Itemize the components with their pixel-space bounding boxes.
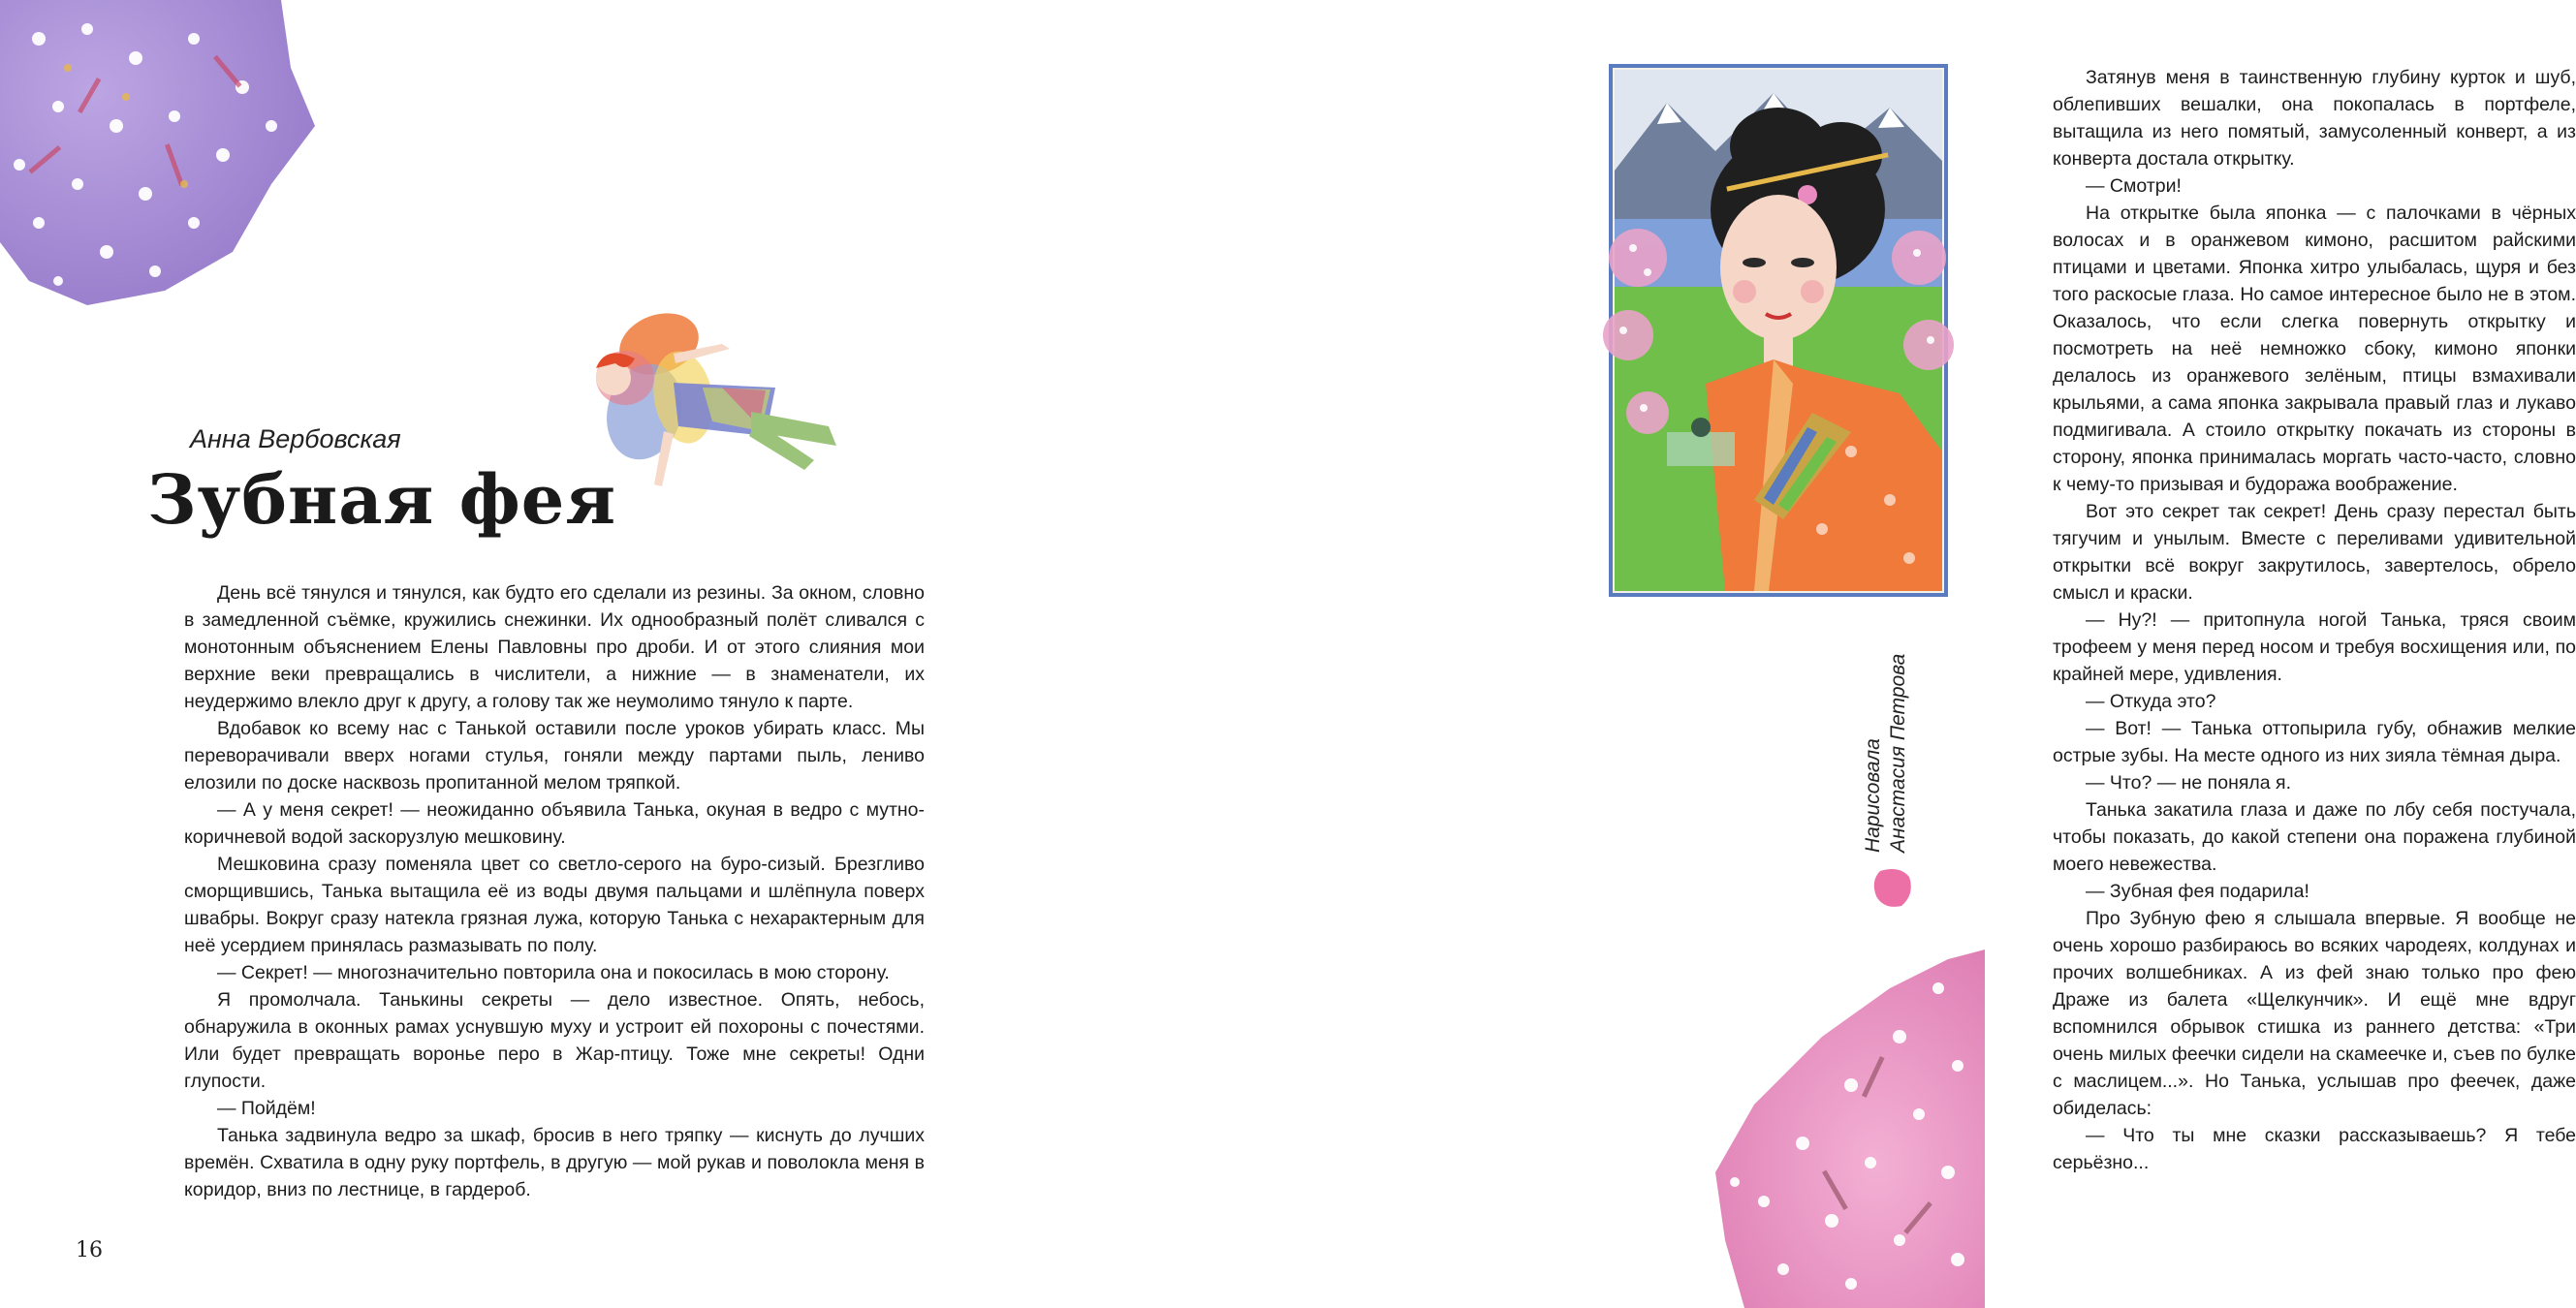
paragraph: — Откуда это? bbox=[2086, 691, 2216, 712]
left-page bbox=[0, 0, 992, 1308]
paragraph: Я промолчала. Танькины секреты — дело известное. Опять, небось, обнаружила в оконных рамах уснувшую муху и устроит ей похороны с почестями. Или будет превращать воронье перо в Жар-птицу. Тоже мне секреты! Одни глупости. bbox=[184, 989, 925, 1092]
paragraph: — Что? — не поняла я. bbox=[2086, 772, 2292, 794]
story-title: Зубная фея bbox=[147, 459, 617, 540]
pink-flowers-illustration bbox=[1706, 950, 1985, 1308]
credit-label: Нарисовала bbox=[1862, 738, 1884, 853]
paragraph: Танька закатила глаза и даже по лбу себя постучала, чтобы показать, до какой степени она поражена глубиной моего невежества. bbox=[2053, 799, 2576, 875]
paragraph: — Что ты мне сказки рассказываешь? Я тебе серьёзно... bbox=[2053, 1125, 2576, 1173]
geisha-illustration bbox=[1609, 64, 1948, 597]
paragraph: Вот это секрет так секрет! День сразу перестал быть тягучим и унылым. Вместе с переливами удивительной открытки всё вокруг закрутилось, завертелось, обрело смысл и краски. bbox=[2053, 501, 2576, 604]
right-text-column bbox=[2053, 64, 2576, 1176]
paragraph: — А у меня секрет! — неожиданно объявила Танька, окуная в ведро с мутно-коричневой водой заскорузлую мешковину. bbox=[184, 799, 925, 848]
paragraph: Мешковина сразу поменяла цвет со светло-серого на буро-сизый. Брезгливо сморщившись, Танька вытащила её из воды двумя пальцами и шлёпнула поверх швабры. Вокруг сразу натекла грязная лужа, которую Танька с нехарактерным для неё усердием принялась размазывать по полу. bbox=[184, 854, 925, 956]
paragraph: — Пойдём! bbox=[217, 1098, 316, 1119]
paragraph: — Смотри! bbox=[2086, 175, 2182, 197]
paragraph: — Ну?! — притопнула ногой Танька, тряся своим трофеем у меня перед носом и требуя восхищения или, по крайней мере, удивления. bbox=[2053, 609, 2576, 685]
paragraph: — Вот! — Танька оттопырила губу, обнажив мелкие острые зубы. На месте одного из них зияла тёмная дыра. bbox=[2053, 718, 2576, 766]
paragraph: — Секрет! — многозначительно повторила она и покосилась в мою сторону. bbox=[217, 962, 890, 983]
lilac-flowers-illustration bbox=[0, 0, 320, 310]
page-number: 16 bbox=[76, 1238, 103, 1262]
credit-artist: Анастасия Петрова bbox=[1887, 653, 1909, 853]
paragraph: Танька задвинула ведро за шкаф, бросив в него тряпку — киснуть до лучших времён. Схватила в одну руку портфель, в другую — мой рукав и поволокла меня в коридор, вниз по лестнице, в гардероб. bbox=[184, 1125, 925, 1200]
paragraph: Вдобавок ко всему нас с Танькой оставили после уроков убирать класс. Мы переворачивали вверх ногами стулья, гоняли между партами пыль, лениво елозили по доске насквозь пропитанной мелом тряпкой. bbox=[184, 718, 925, 794]
paragraph: На открытке была японка — с палочками в чёрных волосах и в оранжевом кимоно, расшитом райскими птицами и цветами. Японка хитро улыбалась, щуря и без того раскосые глаза. Но самое интересное было не в этом. Оказалось, что если слегка повернуть открытку и посмотреть на неё немножко сбоку, кимоно японки делалось из оранжевого зелёным, птицы взмахивали крыльями, а сама японка закрывала правый глаз и лукаво подмигивала. А стоило открытку покачать из стороны в сторону, японка принималась моргать часто-часто, словно к чему-то призывая и будоража воображение. bbox=[2053, 202, 2576, 495]
paragraph: Про Зубную фею я слышала впервые. Я вообще не очень хорошо разбираюсь во всяких чародеях, колдунах и прочих волшебниках. А из фей знаю только про фею Драже из балета «Щелкунчик». И ещё мне вдруг вспомнился обрывок стишка из раннего детства: «Три очень милых феечки сидели на скамеечке и, съев по булке с маслицем...». Но Танька, услышав про феечек, даже обиделась: bbox=[2053, 908, 2576, 1119]
author-name: Анна Вербовская bbox=[190, 424, 401, 453]
paragraph: День всё тянулся и тянулся, как будто его сделали из резины. За окном, словно в замедленной съёмке, кружились снежинки. Их однообразный полёт сливался с монотонным объяснением Елены Павловны про дроби. И от этого слияния мои верхние веки превращались в числители, а нижние — в знаменатели, их неудержимо влекло друг к другу, а голову так же неумолимо тянуло к парте. bbox=[184, 582, 925, 712]
left-text-column bbox=[184, 579, 925, 1203]
paragraph: — Зубная фея подарила! bbox=[2086, 881, 2309, 902]
paragraph: Затянув меня в таинственную глубину курток и шуб, облепивших вешалки, она покопалась в портфеле, вытащила из него помятый, замусоленный конверт, а из конверта достала открытку. bbox=[2053, 67, 2576, 170]
pink-blot-icon bbox=[1870, 865, 1915, 915]
